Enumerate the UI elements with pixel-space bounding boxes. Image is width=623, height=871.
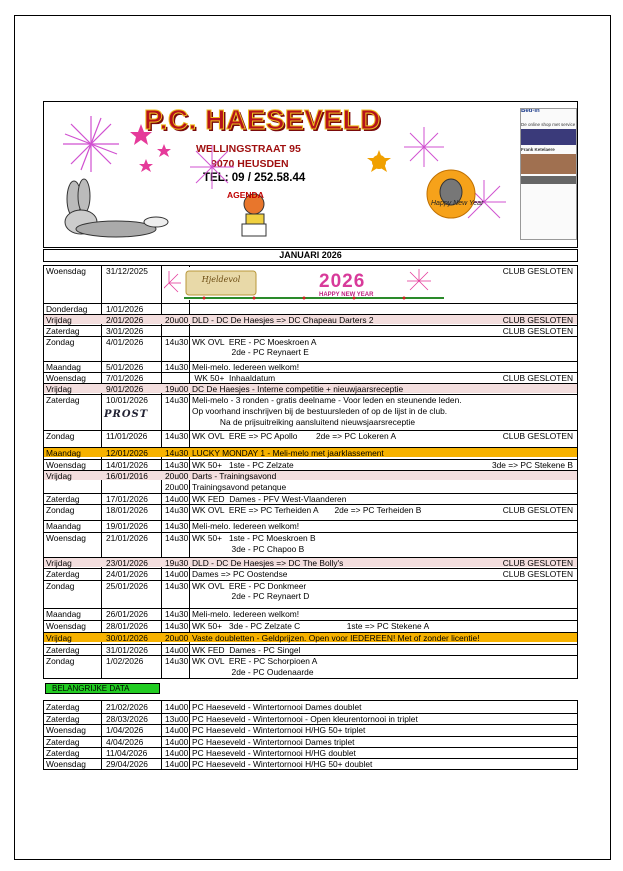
phone-number: TEL: 09 / 252.58.44 [203, 172, 306, 184]
schedule-desc: LUCKY MONDAY 1 - Meli-melo met jaarklassement [192, 448, 384, 458]
schedule-row [44, 608, 577, 618]
schedule-date: 14/01/2026 [106, 460, 148, 470]
schedule-row [44, 314, 577, 324]
schedule-date: 19/01/2026 [106, 521, 148, 531]
schedule-desc: 2de - PC Reynaert D [192, 591, 310, 601]
schedule-row [44, 591, 577, 601]
schedule-date: 3/01/2026 [106, 326, 144, 336]
schedule-desc: Meli-melo. Iedereen welkom! [192, 609, 300, 619]
schedule-row [44, 557, 577, 567]
schedule-desc: Darts - Trainingsavond [192, 471, 277, 481]
schedule-time: 14u30 [165, 431, 189, 441]
schedule-day: Maandag [46, 521, 81, 531]
schedule-date: 26/01/2026 [106, 609, 148, 619]
schedule-time: 20u00 [165, 633, 189, 643]
schedule-day: Vrijdag [46, 315, 72, 325]
schedule-desc: 3de - PC Chapoo B [192, 544, 305, 554]
schedule-date: 21/01/2026 [106, 533, 148, 543]
important-desc: PC Haeseveld - Wintertornooi H/HG 50+ doublet [192, 759, 373, 769]
schedule-row [44, 336, 577, 346]
schedule-row [44, 266, 577, 276]
schedule-day: Donderdag [46, 304, 88, 314]
schedule-time: 14u30 [165, 448, 189, 458]
schedule-desc: Meli-melo - 3 ronden - gratis deelname - Voor leden en steunende leden. [192, 395, 462, 405]
schedule-row [44, 620, 577, 630]
schedule-time: 14u30 [165, 460, 189, 470]
schedule-desc: WK 50+ 3de - PC Zelzate C 1ste => PC Stekene A [192, 621, 430, 631]
schedule-row [44, 394, 577, 404]
svg-text:Hjeldevol: Hjeldevol [201, 275, 241, 284]
schedule-date: 11/01/2026 [106, 431, 148, 441]
schedule-time: 20u00 [165, 471, 189, 481]
schedule-row [44, 459, 577, 469]
important-dates-label: BELANGRIJKE DATA [45, 683, 160, 694]
schedule-time: 14u30 [165, 656, 189, 666]
schedule-desc: 2de - PC Reynaert E [192, 347, 309, 357]
schedule-row [44, 482, 577, 492]
schedule-row [44, 632, 577, 642]
important-date: 4/04/2026 [106, 736, 144, 747]
schedule-date: 12/01/2026 [106, 448, 148, 458]
schedule-desc: Dames => PC Oostendse [192, 569, 288, 579]
header-banner [43, 101, 578, 248]
schedule-desc: 2de - PC Oudenaarde [192, 667, 314, 677]
schedule-time: 14u30 [165, 362, 189, 372]
schedule-row [44, 520, 577, 530]
schedule-day: Zaterdag [46, 494, 80, 504]
schedule-date: 16/01/2016 [106, 471, 148, 481]
schedule-day: Maandag [46, 609, 81, 619]
schedule-day: Zaterdag [46, 395, 80, 405]
schedule-time: 14u30 [165, 621, 189, 631]
schedule-day: Woensdag [46, 460, 86, 470]
important-day: Zaterdag [46, 714, 80, 725]
important-desc: PC Haeseveld - Wintertornooi Dames triplet [192, 736, 355, 747]
schedule-row [44, 372, 577, 382]
schedule-desc: WK 50+ 1ste - PC Zelzate [192, 460, 294, 470]
schedule-day: Zondag [46, 581, 75, 591]
schedule-desc: DC De Haesjes - Interne competitie + nieuwjaarsreceptie [192, 384, 404, 394]
schedule-row [44, 532, 577, 542]
important-desc: PC Haeseveld - Wintertornooi H/HG 50+ triplet [192, 725, 366, 736]
important-time: 14u00 [165, 759, 189, 769]
banner-year: 2026 [319, 271, 366, 292]
schedule-date: 25/01/2026 [106, 581, 148, 591]
schedule-date: 10/01/2026 [106, 395, 148, 405]
important-day: Zaterdag [46, 736, 80, 747]
schedule-row [44, 406, 577, 416]
schedule-row [44, 544, 577, 554]
schedule-date: 7/01/2026 [106, 373, 144, 383]
schedule-row [44, 447, 577, 457]
schedule-time: 14u00 [165, 494, 189, 504]
important-time: 14u00 [165, 747, 189, 758]
important-row [44, 747, 577, 757]
schedule-row [44, 568, 577, 578]
schedule-date: 23/01/2026 [106, 558, 148, 568]
schedule-date: 5/01/2026 [106, 362, 144, 372]
schedule-day: Zaterdag [46, 326, 80, 336]
important-date: 29/04/2026 [106, 759, 148, 769]
important-dates-table [43, 700, 578, 770]
schedule-desc: WK 50+ 1ste - PC Moeskroen B [192, 533, 316, 543]
street-address: WELLINGSTRAAT 95 [196, 143, 301, 155]
schedule-date: 1/02/2026 [106, 656, 144, 666]
schedule-desc: WK 50+ Inhaaldatum [192, 373, 276, 383]
schedule-desc: WK OVL ERE - PC Schorpioen A [192, 656, 318, 666]
schedule-date: 30/01/2026 [106, 633, 148, 643]
important-date: 28/03/2026 [106, 714, 148, 725]
schedule-right: CLUB GESLOTEN [502, 431, 573, 441]
schedule-right: CLUB GESLOTEN [502, 558, 573, 568]
important-row [44, 702, 577, 712]
schedule-date: 24/01/2026 [106, 569, 148, 579]
important-desc: PC Haeseveld - Wintertornooi H/HG doublet [192, 747, 356, 758]
important-desc: PC Haeseveld - Wintertornooi Dames doublet [192, 702, 362, 712]
schedule-row [44, 667, 577, 677]
schedule-desc: WK FED Dames - PC Singel [192, 645, 301, 655]
schedule-desc: WK OVL ERE => PC Terheiden A 2de => PC Terheiden B [192, 505, 422, 515]
important-row [44, 758, 577, 768]
cartoon-rabbit-illustration [65, 179, 168, 237]
schedule-row [44, 417, 577, 427]
schedule-desc: Op voorhand inschrijven bij de bestuursleden of op de lijst in de club. [192, 406, 448, 416]
schedule-table [43, 265, 578, 679]
important-date: 21/02/2026 [106, 702, 148, 712]
schedule-desc: Meli-melo. Iedereen welkom! [192, 362, 300, 372]
important-row [44, 736, 577, 746]
schedule-day: Vrijdag [46, 471, 72, 481]
schedule-row [44, 504, 577, 514]
schedule-time: 20u00 [165, 482, 189, 492]
schedule-desc: DLD - DC De Haesjes => DC Chapeau Darters 2 [192, 315, 374, 325]
schedule-date: 31/12/2025 [106, 266, 148, 276]
schedule-right: CLUB GESLOTEN [502, 326, 573, 336]
club-title: P.C. HAESEVELD [144, 104, 381, 135]
schedule-row [44, 361, 577, 371]
important-time: 13u00 [165, 714, 189, 725]
important-time: 14u00 [165, 736, 189, 747]
schedule-row [44, 470, 577, 480]
sponsor-advertisement: Bed-in De online shop met service Frank Ketelaere [520, 108, 577, 240]
important-day: Woensdag [46, 759, 86, 769]
schedule-desc: Meli-melo. Iedereen welkom! [192, 521, 300, 531]
schedule-desc: Trainingsavond petanque [192, 482, 287, 492]
schedule-day: Woensdag [46, 373, 86, 383]
schedule-time: 14u30 [165, 521, 189, 531]
important-row [44, 713, 577, 723]
schedule-row [44, 347, 577, 357]
schedule-desc: Vaste doubletten - Geldprijzen. Open voor IEDEREEN! Met of zonder licentie! [192, 633, 480, 643]
prost-label: PROST [104, 409, 149, 420]
schedule-right: 3de => PC Stekene B [491, 460, 573, 470]
schedule-date: 1/01/2026 [106, 304, 144, 314]
schedule-time: 14u30 [165, 337, 189, 347]
important-day: Zaterdag [46, 702, 80, 712]
important-day: Woensdag [46, 725, 86, 736]
important-day: Zaterdag [46, 747, 80, 758]
agenda-label: AGENDA [227, 190, 264, 200]
banner-greeting: HAPPY NEW YEAR [319, 292, 374, 298]
agenda-kid-illustration [184, 132, 274, 242]
important-date: 1/04/2026 [106, 725, 144, 736]
schedule-day: Maandag [46, 448, 81, 458]
schedule-date: 18/01/2026 [106, 505, 148, 515]
important-time: 14u00 [165, 702, 189, 712]
schedule-row [44, 303, 577, 313]
schedule-row [44, 644, 577, 654]
schedule-desc: Na de prijsuitreiking aansluitend nieuwsjaarsreceptie [192, 417, 415, 427]
schedule-day: Vrijdag [46, 633, 72, 643]
schedule-row [44, 655, 577, 665]
schedule-time: 14u30 [165, 533, 189, 543]
schedule-date: 17/01/2026 [106, 494, 148, 504]
schedule-day: Zondag [46, 656, 75, 666]
schedule-date: 4/01/2026 [106, 337, 144, 347]
schedule-day: Maandag [46, 362, 81, 372]
schedule-row [44, 580, 577, 590]
schedule-day: Woensdag [46, 266, 86, 276]
schedule-row [44, 383, 577, 393]
schedule-time: 14u30 [165, 609, 189, 619]
schedule-desc: DLD - DC De Haesjes => DC The Bolly's [192, 558, 344, 568]
schedule-right: CLUB GESLOTEN [502, 569, 573, 579]
month-title: JANUARI 2026 [43, 249, 578, 262]
important-row [44, 724, 577, 734]
schedule-day: Zaterdag [46, 645, 80, 655]
schedule-time: 19u30 [165, 558, 189, 568]
schedule-right: CLUB GESLOTEN [502, 315, 573, 325]
important-desc: PC Haeseveld - Wintertornooi - Open kleurentornooi in triplet [192, 714, 418, 725]
schedule-date: 9/01/2026 [106, 384, 144, 394]
important-date: 11/04/2026 [106, 747, 148, 758]
schedule-time: 14u30 [165, 395, 189, 405]
schedule-day: Zondag [46, 337, 75, 347]
schedule-right: CLUB GESLOTEN [502, 373, 573, 383]
schedule-row [44, 493, 577, 503]
schedule-desc: WK OVL ERE - PC Moeskroen A [192, 337, 317, 347]
schedule-date: 2/01/2026 [106, 315, 144, 325]
schedule-time: 20u00 [165, 315, 189, 325]
schedule-day: Woensdag [46, 533, 86, 543]
schedule-day: Woensdag [46, 621, 86, 631]
happy-new-year-sign: Happy New Year [431, 200, 484, 207]
schedule-date: 28/01/2026 [106, 621, 148, 631]
schedule-right: CLUB GESLOTEN [502, 266, 573, 276]
schedule-day: Zondag [46, 505, 75, 515]
schedule-row [44, 325, 577, 335]
schedule-time: 14u30 [165, 581, 189, 591]
schedule-day: Zondag [46, 431, 75, 441]
schedule-day: Vrijdag [46, 384, 72, 394]
schedule-time: 19u00 [165, 384, 189, 394]
schedule-time: 14u00 [165, 645, 189, 655]
schedule-time: 14u00 [165, 569, 189, 579]
schedule-date: 31/01/2026 [106, 645, 148, 655]
new-year-fireworks-illustration [329, 122, 519, 242]
schedule-desc: WK OVL ERE => PC Apollo 2de => PC Lokeren A [192, 431, 397, 441]
important-time: 14u00 [165, 725, 189, 736]
schedule-row [44, 430, 577, 440]
schedule-right: CLUB GESLOTEN [502, 505, 573, 515]
schedule-desc: WK FED Dames - PFV West-Vlaanderen [192, 494, 347, 504]
schedule-time: 14u30 [165, 505, 189, 515]
schedule-day: Vrijdag [46, 558, 72, 568]
city-address: 9070 HEUSDEN [211, 158, 289, 170]
schedule-day: Zaterdag [46, 569, 80, 579]
schedule-desc: WK OVL ERE - PC Donkmeer [192, 581, 307, 591]
